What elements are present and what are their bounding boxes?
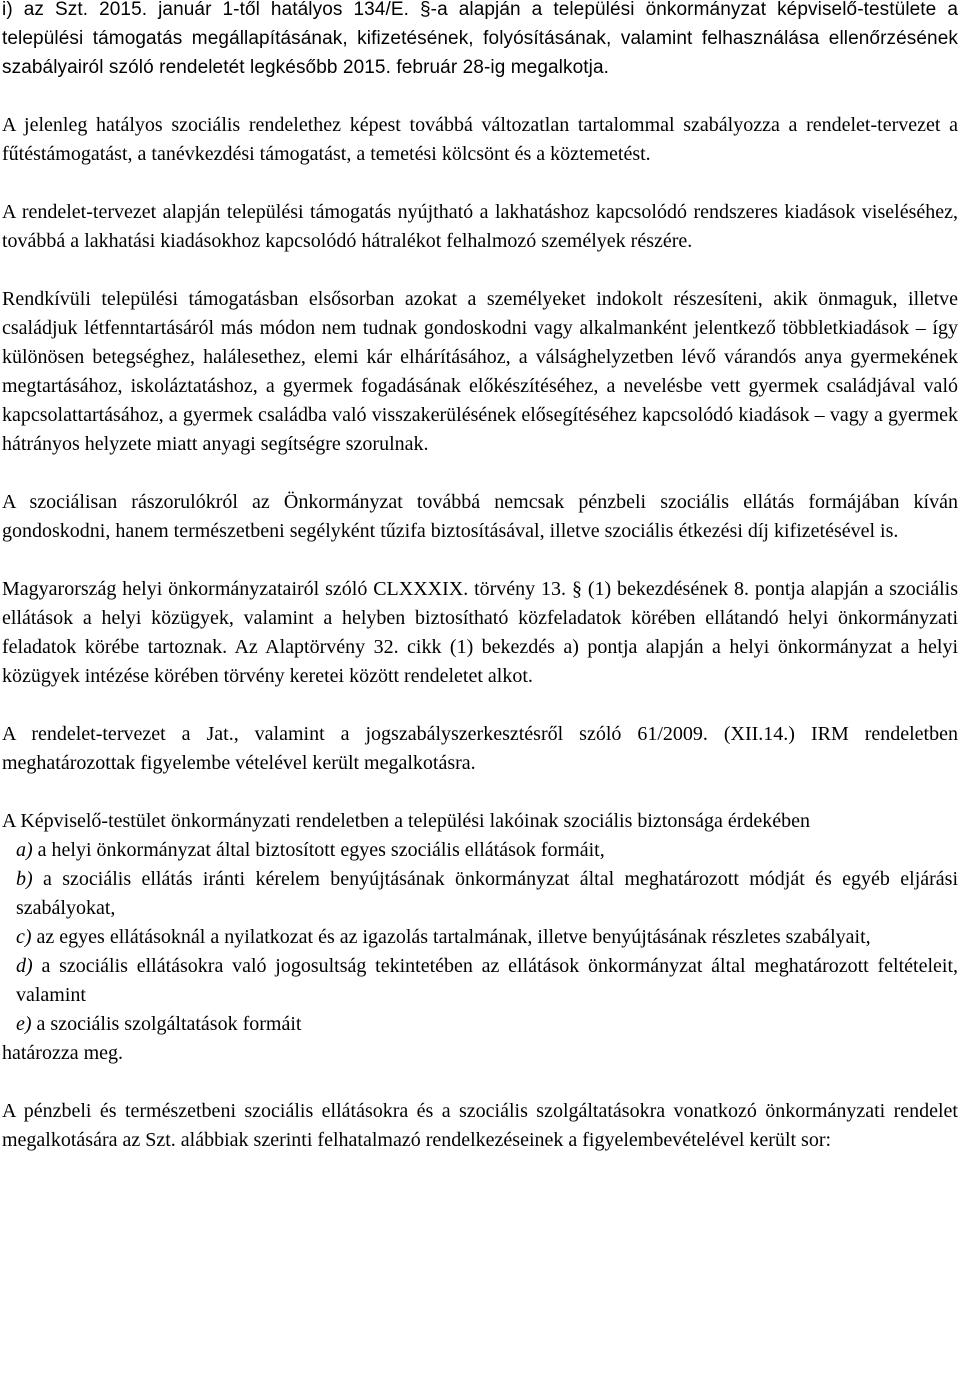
list-item-label: c) <box>16 926 32 948</box>
list-item-text: a helyi önkormányzat által biztosított egyes szociális ellátások formáit, <box>37 839 605 861</box>
list-item-text: a szociális ellátásokra való jogosultság tekintetében az ellátások önkormányzat által meghatározott feltételeit, valamint <box>16 955 959 1006</box>
list-item-label: e) <box>16 1013 32 1035</box>
paragraph-housing-support: A rendelet-tervezet alapján települési támogatás nyújtható a lakhatáshoz kapcsolódó rendszeres kiadások viseléséhez, továbbá a lakhatási kiadásokhoz kapcsolódó hátralékot felhalmozó személyek részére. <box>2 201 958 252</box>
list-item-label: d) <box>16 955 33 977</box>
paragraph-council-intro: A Képviselő-testület önkormányzati rendeletben a települési lakóinak szociális biztonsága érdekében <box>2 810 811 832</box>
paragraph-council-tail: határozza meg. <box>2 1042 124 1064</box>
paragraph-legal-deadline: i) az Szt. 2015. január 1-től hatályos 134/E. §-a alapján a települési önkormányzat képviselő-testülete a települési támogatás megállapításának, kifizetésének, folyósításának, valamint felhasználása ellenőrzésének szabályairól szóló rendeletét legkésőbb 2015. február 28-ig megalkotja. <box>2 0 958 78</box>
paragraph-legal-basis: Magyarország helyi önkormányzatairól szóló CLXXXIX. törvény 13. § (1) bekezdésének 8. pontja alapján a szociális ellátások a helyi közügyek, valamint a helyben biztosítható közfeladatok körében ellátandó helyi önkormányzati feladatok körébe tartoznak. Az Alaptörvény 32. cikk (1) bekezdés a) pontja alapján a helyi önkormányzat a helyi közügyek intézése körében törvény keretei között rendeletet alkot. <box>2 578 958 687</box>
paragraph-unchanged-rules: A jelenleg hatályos szociális rendelethez képest továbbá változatlan tartalommal szabályozza a rendelet-tervezet a fűtéstámogatást, a tanévkezdési támogatást, a temetési kölcsönt és a köztemetést. <box>2 114 958 165</box>
list-item-label: a) <box>16 839 33 861</box>
paragraph-drafting-rules: A rendelet-tervezet a Jat., valamint a jogszabályszerkesztésről szóló 61/2009. (XII.14.) IRM rendeletben meghatározottak figyelembe vételével került megalkotásra. <box>2 723 958 774</box>
list-item <box>2 865 958 923</box>
list-item-text: a szociális szolgáltatások formáit <box>36 1013 302 1035</box>
list-item-label: b) <box>16 868 33 890</box>
list-item-text: a szociális ellátás iránti kérelem benyújtásának önkormányzat által meghatározott módját és egyéb eljárási szabályokat, <box>16 868 958 919</box>
list-item <box>2 1010 958 1039</box>
council-list <box>2 836 958 1039</box>
paragraph-in-kind-support: A szociálisan rászorulókról az Önkormányzat továbbá nemcsak pénzbeli szociális ellátás formájában kíván gondoskodni, hanem természetbeni segélyként tűzifa biztosításával, illetve szociális étkezési díj kifizetésével is. <box>2 491 958 542</box>
list-item-text: az egyes ellátásoknál a nyilatkozat és az igazolás tartalmának, illetve benyújtásának részletes szabályait, <box>36 926 871 948</box>
list-item <box>2 923 958 952</box>
paragraph-extraordinary-support: Rendkívüli települési támogatásban elsősorban azokat a személyeket indokolt részesíteni, akik önmaguk, illetve családjuk létfenntartásáról más módon nem tudnak gondoskodni vagy alkalmanként jelentkező többletkiadások – így különösen betegséghez, halálesethez, elemi kár elhárításához, a válsághelyzetben lévő várandós anya gyermekének megtartásához, iskoláztatáshoz, a gyermek fogadásának előkészítéséhez, a nevelésbe vett gyermek családjával való kapcsolattartásához, a gyermek családba való visszakerülésének elősegítéséhez kapcsolódó kiadások – vagy a gyermek hátrányos helyzete miatt anyagi segítségre szorulnak. <box>2 288 958 455</box>
paragraph-authorization: A pénzbeli és természetbeni szociális ellátásokra és a szociális szolgáltatásokra vonatkozó önkormányzati rendelet megalkotására az Szt. alábbiak szerinti felhatalmazó rendelkezéseinek a figyelembevételével került sor: <box>2 1100 958 1151</box>
list-item <box>2 952 958 1010</box>
list-item <box>2 836 958 865</box>
